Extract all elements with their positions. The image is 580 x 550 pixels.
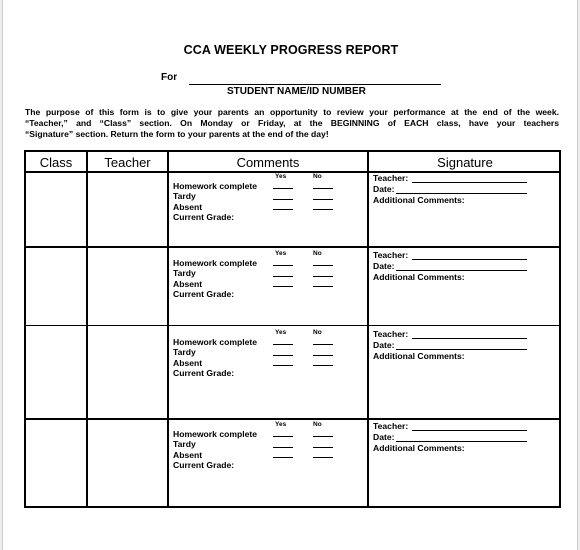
row-3-tardy-label: Tardy: [173, 347, 196, 357]
row-4-sig-teacher-label: Teacher:: [373, 421, 409, 431]
row-2-sig-teacher-label: Teacher:: [373, 250, 409, 260]
row-4-absent-no-blank[interactable]: [313, 457, 333, 458]
row-3-absent-yes-blank[interactable]: [273, 365, 293, 366]
header-comments: Comments: [236, 155, 300, 170]
row-4-teacher-cell[interactable]: [88, 420, 167, 506]
row-2-homework-yes-blank[interactable]: [273, 265, 293, 266]
row-4-tardy-yes-blank[interactable]: [273, 447, 293, 448]
row-3-tardy-no-blank[interactable]: [313, 355, 333, 356]
row-1-tardy-yes-blank[interactable]: [273, 199, 293, 200]
row-1-sig-teacher-label: Teacher:: [373, 173, 409, 183]
row-3-class-cell[interactable]: [26, 326, 86, 418]
row-2-sig-teacher-line[interactable]: [412, 259, 527, 260]
row-4-yes-label: Yes: [275, 421, 287, 428]
row-4-homework-yes-blank[interactable]: [273, 436, 293, 437]
row-1-class-cell[interactable]: [26, 173, 86, 246]
row-2-grade-label: Current Grade:: [173, 289, 235, 299]
row-4-sig-teacher-line[interactable]: [412, 430, 527, 431]
row-1-no-label: No: [313, 173, 322, 180]
row-1-sig-additional-label: Additional Comments:: [373, 195, 465, 205]
row-4-sig-date-label: Date:: [373, 432, 395, 442]
row-4-tardy-no-blank[interactable]: [313, 447, 333, 448]
purpose-line-2: “Teacher,” and “Class” section. On Monday or Friday, at the BEGINNING of EACH class, have your teachers: [25, 118, 559, 128]
row-2-homework-label: Homework complete: [173, 258, 258, 268]
row-2-tardy-label: Tardy: [173, 268, 196, 278]
row-3-sig-teacher-line[interactable]: [412, 338, 527, 339]
student-name-line[interactable]: [189, 84, 441, 85]
row-3-no-label: No: [313, 329, 322, 336]
purpose-paragraph: [25, 107, 559, 140]
row-2-tardy-yes-blank[interactable]: [273, 276, 293, 277]
col-divider-teacher: [167, 152, 169, 506]
row-4-class-cell[interactable]: [26, 420, 86, 506]
row-1-homework-yes-blank[interactable]: [273, 188, 293, 189]
header-signature: Signature: [437, 155, 493, 170]
row-2-absent-yes-blank[interactable]: [273, 286, 293, 287]
row-4-homework-label: Homework complete: [173, 429, 258, 439]
row-1-sig-teacher-line[interactable]: [412, 182, 527, 183]
row-1-yes-label: Yes: [275, 173, 287, 180]
row-2-absent-label: Absent: [173, 279, 203, 289]
row-1-absent-no-blank[interactable]: [313, 209, 333, 210]
row-3-sig-date-line[interactable]: [396, 349, 527, 350]
col-divider-comments: [367, 152, 369, 506]
row-1-tardy-label: Tardy: [173, 191, 196, 201]
row-1-grade-label: Current Grade:: [173, 212, 235, 222]
header-teacher: Teacher: [104, 155, 151, 170]
for-label: For: [161, 72, 178, 83]
row-1-sig-date-label: Date:: [373, 184, 395, 194]
row-2-no-label: No: [313, 250, 322, 257]
row-2-teacher-cell[interactable]: [88, 248, 167, 325]
row-1-teacher-cell[interactable]: [88, 173, 167, 246]
progress-table: [24, 150, 561, 508]
report-title: CCA WEEKLY PROGRESS REPORT: [183, 43, 399, 57]
row-1-homework-no-blank[interactable]: [313, 188, 333, 189]
row-4-absent-label: Absent: [173, 450, 203, 460]
row-2-tardy-no-blank[interactable]: [313, 276, 333, 277]
row-3-absent-no-blank[interactable]: [313, 365, 333, 366]
row-3-sig-teacher-label: Teacher:: [373, 329, 409, 339]
purpose-line-3: “Signature” section. Return the form to your parents at the end of the day!: [25, 129, 329, 139]
row-2-sig-date-label: Date:: [373, 261, 395, 271]
row-4-absent-yes-blank[interactable]: [273, 457, 293, 458]
row-3-sig-date-label: Date:: [373, 340, 395, 350]
row-3-absent-label: Absent: [173, 358, 203, 368]
row-4-grade-label: Current Grade:: [173, 460, 235, 470]
row-1-sig-date-line[interactable]: [396, 193, 527, 194]
row-3-sig-additional-label: Additional Comments:: [373, 351, 465, 361]
row-4-sig-date-line[interactable]: [396, 441, 527, 442]
row-1-absent-label: Absent: [173, 202, 203, 212]
row-3-homework-label: Homework complete: [173, 337, 258, 347]
row-3-homework-no-blank[interactable]: [313, 344, 333, 345]
row-2-sig-additional-label: Additional Comments:: [373, 272, 465, 282]
header-class: Class: [39, 155, 73, 170]
row-3-tardy-yes-blank[interactable]: [273, 355, 293, 356]
row-3-yes-label: Yes: [275, 329, 287, 336]
row-2-homework-no-blank[interactable]: [313, 265, 333, 266]
row-4-homework-no-blank[interactable]: [313, 436, 333, 437]
progress-report-page: [2, 0, 578, 550]
row-2-absent-no-blank[interactable]: [313, 286, 333, 287]
row-1-tardy-no-blank[interactable]: [313, 199, 333, 200]
row-3-grade-label: Current Grade:: [173, 368, 235, 378]
row-1-homework-label: Homework complete: [173, 181, 258, 191]
row-4-no-label: No: [313, 421, 322, 428]
purpose-line-1: The purpose of this form is to give your parents an opportunity to review your performance at the end of the week.: [25, 107, 559, 117]
row-2-sig-date-line[interactable]: [396, 270, 527, 271]
row-3-teacher-cell[interactable]: [88, 326, 167, 418]
student-name-caption: STUDENT NAME/ID NUMBER: [227, 86, 366, 97]
row-3-homework-yes-blank[interactable]: [273, 344, 293, 345]
row-4-tardy-label: Tardy: [173, 439, 196, 449]
row-4-sig-additional-label: Additional Comments:: [373, 443, 465, 453]
row-2-class-cell[interactable]: [26, 248, 86, 325]
row-1-absent-yes-blank[interactable]: [273, 209, 293, 210]
row-2-yes-label: Yes: [275, 250, 287, 257]
